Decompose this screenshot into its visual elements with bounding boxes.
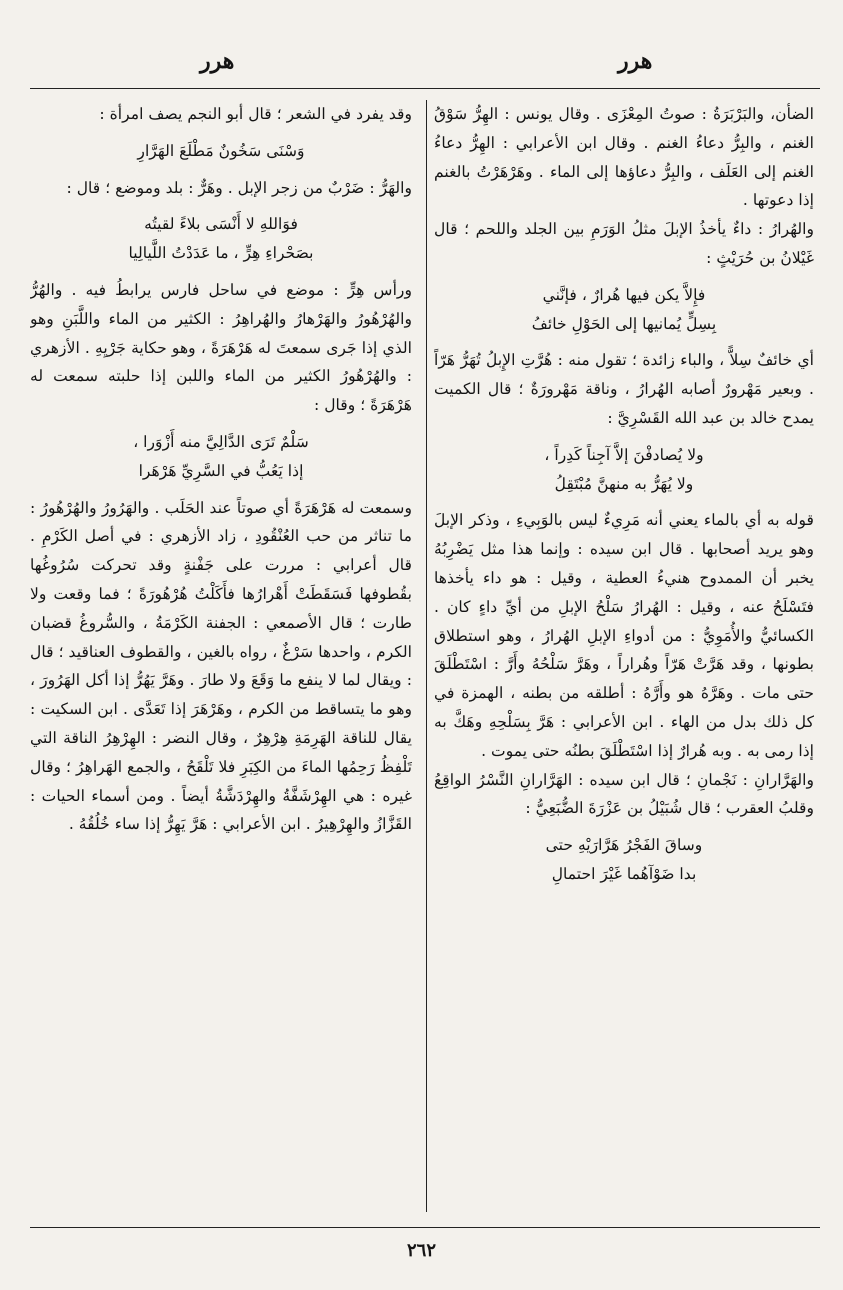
verse-line: ولا يُهَرُّ به منهنَّ مُبْتَقِلُ [554, 474, 694, 493]
verse-line: سَلْمٌ تَرَى الدَّالِيَّ منه أَزْوَرا ، [133, 432, 309, 451]
running-header-left: هرر [200, 48, 235, 74]
page-number: ٢٦٢ [406, 1240, 436, 1261]
verse-line: بصَحْراءِ هِرٍّ ، ما عَدَدْتُ اللَّيالِيا [128, 244, 314, 263]
paragraph: أي خائفٌ سِلاًّ ، والباء زائدة ؛ تقول منه : هُرَّتِ الإِبلُ تُهَرُّ هَرّاً . وبعير مَهْرورٌ أصابه الهُرارُ ، وناقة مَهْرورَةٌ ؛ قال الكميت يمدح خالد بن عبد الله القَسْرِيَّ : [434, 351, 814, 427]
running-header-right: هرر [618, 48, 653, 74]
verse-block [30, 210, 412, 268]
verse-line: إذا يَعُبُّ في السَّرِيِّ هَرْهَرا [138, 461, 304, 480]
verse-line: ولا يُصادفْنَ إلاَّ آجِناً كَدِراً ، [544, 445, 704, 464]
verse-line: وساقَ الفَجْرُ هَرَّارَيْهِ حتى [545, 836, 703, 855]
bottom-rule [30, 1227, 820, 1228]
paragraph: وسمعت له هَرْهَرَةً أي صوتاً عند الحَلَب . والهَرُورُ والهُرْهُورُ : ما تناثر من حب العُنْقُودِ ، زاد الأزهري : في أصل الكَرْمِ . قال أعرابي : مررت على جَفْنةٍ وقد تحركت سُرُوغُها بقُطوفها فَسَقَطَتْ أَهْرارُها فأَكَلْتُ هُرْهُورَةً ؛ فما وقعت ولا طارت ؛ قال الأصمعي : الجفنة الكَرْمَةُ ، والسُّروغُ قضبان الكرم ، واحدها سَرْغٌ ، رواه بالغين ، والقطوف العناقيد ؛ قال : ويقال لما لا ينفع ما وَقَعَ ولا طارَ . وهَرَّ يَهُرُّ إذا أكل الهَرُورَ ، وهو ما يتساقط من الكرم ، وهَرْهَرَ إذا تَعَدَّى . ابن السكيت : يقال للناقة الهَرِمَةِ هِرْهِرٌ ، وقال النضر : الهِرْهِرُ الناقة التي تَلْفِظُ رَحِمُها الماءَ من الكِبَرِ فلا تَلْقَحُ ، والجمع الهَراهِرُ ؛ وقال غيره : هي الهِرْشَفَّةُ والهِرْدَشَّةُ أيضاً . ومن أسماء الحيات : القَزَّازُ والهِرْهِيرُ . ابن الأعرابي : هَرَّ يَهِرُّ إذا ساء خُلُقُهُ . [30, 498, 412, 834]
left-column [30, 100, 412, 1212]
paragraph: والهُرارُ : داءٌ يأخذُ الإبلَ مثلُ الوَرَمِ بين الجلد واللحم ؛ قال غَيْلانُ بن حُرَيْثٍ : [434, 220, 814, 267]
column-divider [426, 100, 427, 1212]
paragraph: والهَرَّارانِ : نَجْمانِ ؛ قال ابن سيده : الهَرَّارانِ النَّسْرُ الواقِعُ وقلبُ العقرب ؛ قال شُبَيْلُ بن عَزْرَةَ الضُّبَعِيُّ : [434, 770, 814, 818]
paragraph: وقد يفرد في الشعر ؛ قال أبو النجم يصف امرأة : [99, 105, 412, 123]
verse-block [30, 137, 412, 166]
verse-block [434, 441, 814, 499]
paragraph: الضأن، والبَرْبَرَةُ : صوتُ المِعْزَى . وقال يونس : الهِرُّ سَوْقُ الغنم ، والبِرُّ دعاءُ الغنم . وقال ابن الأعرابي : الهِرُّ دعاءُ الغنم إلى العَلَف ، والبِرُّ دعاؤها إلى الماء . وهَرْهَرْتُ بالغنم إذا دعوتها . [434, 105, 814, 210]
verse-block [434, 281, 814, 339]
verse-line: فإِلاَّ يكن فيها هُرارٌ ، فإنَّني [542, 285, 706, 304]
verse-block [30, 428, 412, 486]
verse-block [434, 831, 814, 889]
paragraph: قوله به أي بالماء يعني أنه مَرِيءٌ ليس بالوَبِيءِ ، وذكر الإبلَ وهو يريد أصحابها . قال ابن سيده : وإنما هذا مثل يَضْرِبُهُ يخبر أن الممدوح هنيءُ العطية ، وقيل : هو داء يأخذها فتَسْلَحُ عنه ، وقيل : الهُرارُ سَلْحُ الإبلِ من أيِّ داءٍ كان . الكسائيُّ والأُمَوِيُّ : من أدواءِ الإبلِ الهُرارُ ، وهو استطلاق بطونها ، وقد هَرَّتْ هَرّاً وهُراراً ، وهَرَّ سَلْحُهُ وأَرَّ : اسْتَطْلَقَ حتى مات . وهَرَّهُ هو وأَرَّهُ : أطلقه من بطنه ، الهمزة في كل ذلك بدل من الهاء . ابن الأعرابي : هَرَّ بِسَلْحِهِ وهَكَّ به إذا رمى به . وبه هُرارٌ إذا اسْتَطْلَقَ بطنُه حتى يموت . [434, 511, 814, 760]
verse-line: بِسِلٍّ يُمانيها إلى الحَوْلِ خائفُ [531, 314, 717, 333]
verse-line: وَسْنَى سَخُونٌ مَطْلَعَ الهَرَّارِ [137, 141, 305, 160]
paragraph: ورأس هِرٍّ : موضع في ساحل فارس يرابطُ فيه . والهُرُّ والهُرْهُورُ والهَرْهارُ والهُراهِرُ : الكثير من الماء واللَّبَنِ وهو الذي إذا جَرى سمعتَ له هَرْهَرَةً ، وهو حكاية جَرْيِهِ . الأزهري : والهُرْهُورُ الكثير من الماء واللبن إذا حلبته سمعت له هَرْهَرَةً ؛ وقال : [30, 280, 412, 415]
paragraph: والهَرُّ : ضَرْبٌ من زجر الإبل . وهَرٌّ : بلد وموضع ؛ قال : [66, 178, 412, 197]
top-rule [30, 88, 820, 89]
right-column [434, 100, 814, 1212]
verse-line: فوَاللهِ لا أَنْسَى بلاءً لقيتُه [144, 215, 298, 234]
verse-line: بدا ضَوْآهُما غَيْرَ احتمالِ [551, 864, 697, 883]
